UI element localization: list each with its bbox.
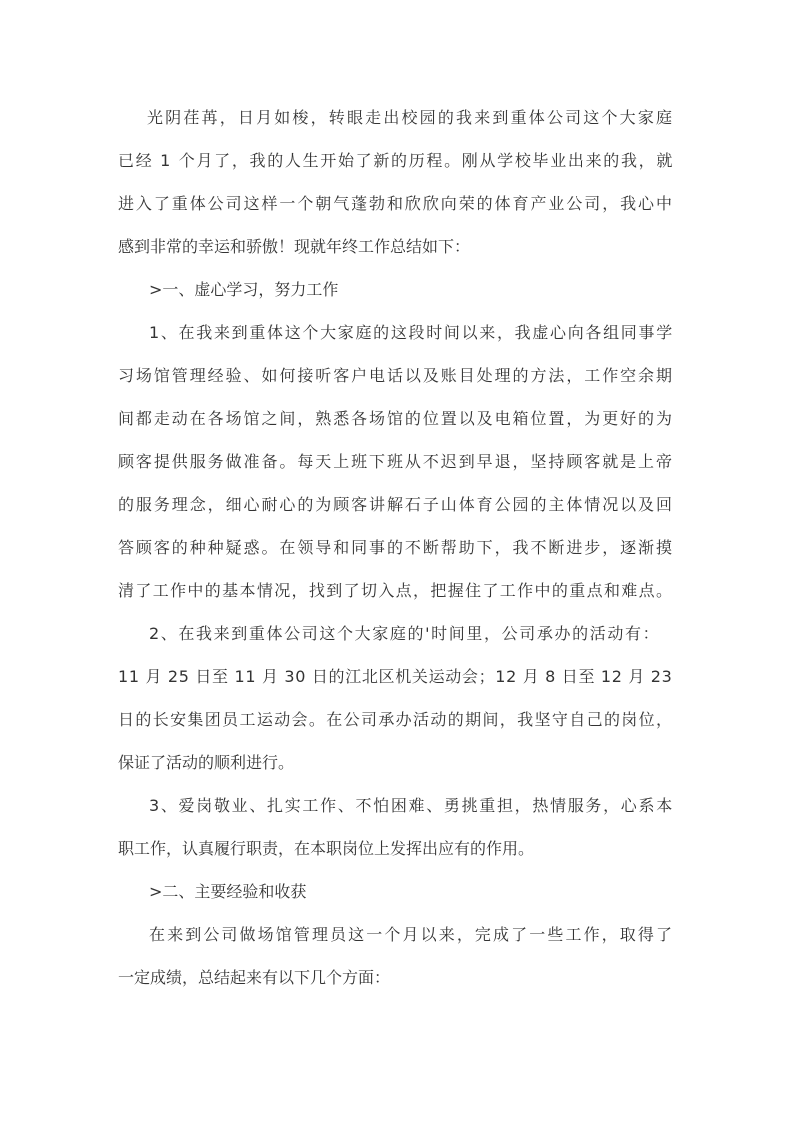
text-line: 1、在我来到重体这个大家庭的这段时间以来，我虚心向各组同事学 bbox=[149, 323, 674, 342]
text-line: 感到非常的幸运和骄傲！现就年终工作总结如下： bbox=[118, 237, 471, 256]
text-line: 答顾客的种种疑惑。在领导和同事的不断帮助下，我不断进步，逐渐摸 bbox=[118, 538, 674, 557]
text-line: 进入了重体公司这样一个朝气蓬勃和欣欣向荣的体育产业公司，我心中 bbox=[118, 194, 674, 213]
text-line: 日的长安集团员工运动会。在公司承办活动的期间，我坚守自己的岗位， bbox=[118, 710, 674, 729]
section-heading: >一、虚心学习，努力工作 bbox=[149, 280, 339, 299]
text-line: 已经 1 个月了，我的人生开始了新的历程。刚从学校毕业出来的我，就 bbox=[118, 151, 675, 170]
text-line: 间都走动在各场馆之间，熟悉各场馆的位置以及电箱位置，为更好的为 bbox=[118, 409, 674, 428]
text-line: 光阴荏苒，日月如梭，转眼走出校园的我来到重体公司这个大家庭 bbox=[147, 108, 675, 127]
text-line: 在来到公司做场馆管理员这一个月以来，完成了一些工作，取得了 bbox=[149, 925, 675, 944]
text-line: 的服务理念，细心耐心的为顾客讲解石子山体育公园的主体情况以及回 bbox=[118, 495, 674, 514]
text-line: 清了工作中的基本情况，找到了切入点，把握住了工作中的重点和难点。 bbox=[118, 581, 674, 600]
text-line: 习场馆管理经验、如何接听客户电话以及账目处理的方法，工作空余期 bbox=[118, 366, 674, 385]
text-line: 职工作，认真履行职责，在本职岗位上发挥出应有的作用。 bbox=[118, 839, 535, 858]
text-line: 2、在我来到重体公司这个大家庭的'时间里，公司承办的活动有： bbox=[149, 624, 661, 643]
text-line: 3、爱岗敬业、扎实工作、不怕困难、勇挑重担，热情服务，心系本 bbox=[149, 796, 674, 815]
section-heading: >二、主要经验和收获 bbox=[149, 882, 307, 901]
text-line: 顾客提供服务做准备。每天上班下班从不迟到早退，坚持顾客就是上帝 bbox=[118, 452, 674, 471]
text-line: 保证了活动的顺利进行。 bbox=[118, 753, 295, 772]
text-line: 11 月 25 日至 11 月 30 日的江北区机关运动会；12 月 8 日至 12 月 23 bbox=[118, 667, 673, 686]
text-line: 一定成绩，总结起来有以下几个方面： bbox=[118, 968, 391, 987]
